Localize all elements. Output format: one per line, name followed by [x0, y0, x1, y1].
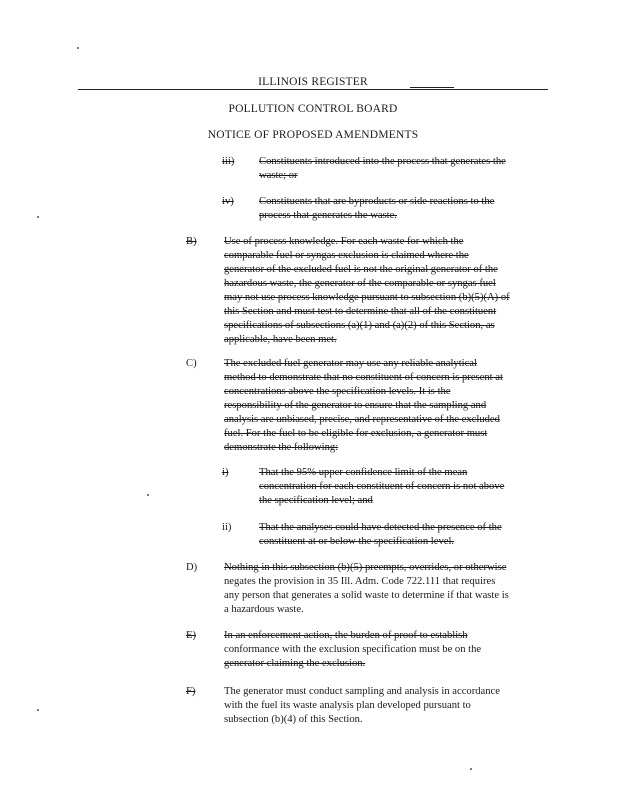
item-line: demonstrate the following: — [224, 442, 339, 453]
item-line: comparable fuel or syngas exclusion is claimed where the — [224, 250, 469, 261]
item-label: E) — [186, 630, 196, 641]
notice-title: NOTICE OF PROPOSED AMENDMENTS — [207, 129, 419, 141]
item-line: concentrations above the specification levels. It is the — [224, 386, 451, 397]
item-line: The generator must conduct sampling and analysis in accordance — [224, 686, 500, 697]
item-label: ii) — [222, 522, 232, 533]
header-rule — [78, 89, 548, 90]
item-line: constituent at or below the specification level. — [259, 536, 455, 547]
item-line: conformance with the exclusion specification must be on the — [224, 644, 482, 655]
item-label: iv) — [222, 196, 234, 207]
item-line: The excluded fuel generator may use any reliable analytical — [224, 358, 477, 369]
item-line: generator of the excluded fuel is not the original generator of the — [224, 264, 498, 275]
item-line: applicable, have been met. — [224, 334, 337, 345]
scan-speck — [470, 768, 472, 770]
register-title: ILLINOIS REGISTER — [258, 76, 368, 88]
item-line: a hazardous waste. — [224, 604, 304, 615]
item-label: D) — [186, 562, 198, 573]
item-line: fuel. For the fuel to be eligible for exclusion, a generator must — [224, 428, 488, 439]
item-label: C) — [186, 358, 197, 369]
item-line: subsection (b)(4) of this Section. — [224, 714, 363, 725]
item-line: the specification level; and — [259, 495, 373, 506]
item-line: That the 95% upper confidence limit of the mean — [259, 467, 468, 478]
item-line: with the fuel its waste analysis plan developed pursuant to — [224, 700, 471, 711]
scan-speck — [147, 494, 149, 496]
item-line: Constituents introduced into the process that generates the — [259, 156, 506, 167]
item-line: analysis are unbiased, precise, and representative of the excluded — [224, 414, 500, 425]
item-line: process that generates the waste. — [259, 210, 397, 221]
item-line: concentration for each constituent of concern is not above — [259, 481, 505, 492]
item-line: may not use process knowledge pursuant to subsection (b)(5)(A) of — [224, 292, 510, 303]
item-label: F) — [186, 686, 196, 697]
item-label: B) — [186, 236, 197, 247]
item-line: That the analyses could have detected the presence of the — [259, 522, 502, 533]
item-line: Constituents that are byproducts or side reactions to the — [259, 196, 495, 207]
item-line: Use of process knowledge. For each waste for which the — [224, 236, 464, 247]
item-line: generator claiming the exclusion. — [224, 658, 366, 669]
scan-speck — [77, 47, 79, 49]
item-line: In an enforcement action, the burden of proof to establish — [224, 630, 468, 641]
item-line: negates the provision in 35 Ill. Adm. Code 722.111 that requires — [224, 576, 496, 587]
scan-speck — [37, 216, 39, 218]
item-line: method to demonstrate that no constituent of concern is present at — [224, 372, 503, 383]
item-label: iii) — [222, 156, 235, 167]
scan-speck — [37, 709, 39, 711]
item-line: this Section and must test to determine that all of the constituent — [224, 306, 497, 317]
item-label: i) — [222, 467, 229, 478]
item-line: hazardous waste, the generator of the comparable or syngas fuel — [224, 278, 496, 289]
item-line: any person that generates a solid waste to determine if that waste is — [224, 590, 509, 601]
item-line: Nothing in this subsection (b)(5) preempts, overrides, or otherwise — [224, 562, 507, 573]
item-line: waste; or — [259, 170, 298, 181]
agency-title: POLLUTION CONTROL BOARD — [228, 103, 398, 115]
item-line: specifications of subsections (a)(1) and (a)(2) of this Section, as — [224, 320, 495, 331]
item-line: responsibility of the generator to ensure that the sampling and — [224, 400, 487, 411]
